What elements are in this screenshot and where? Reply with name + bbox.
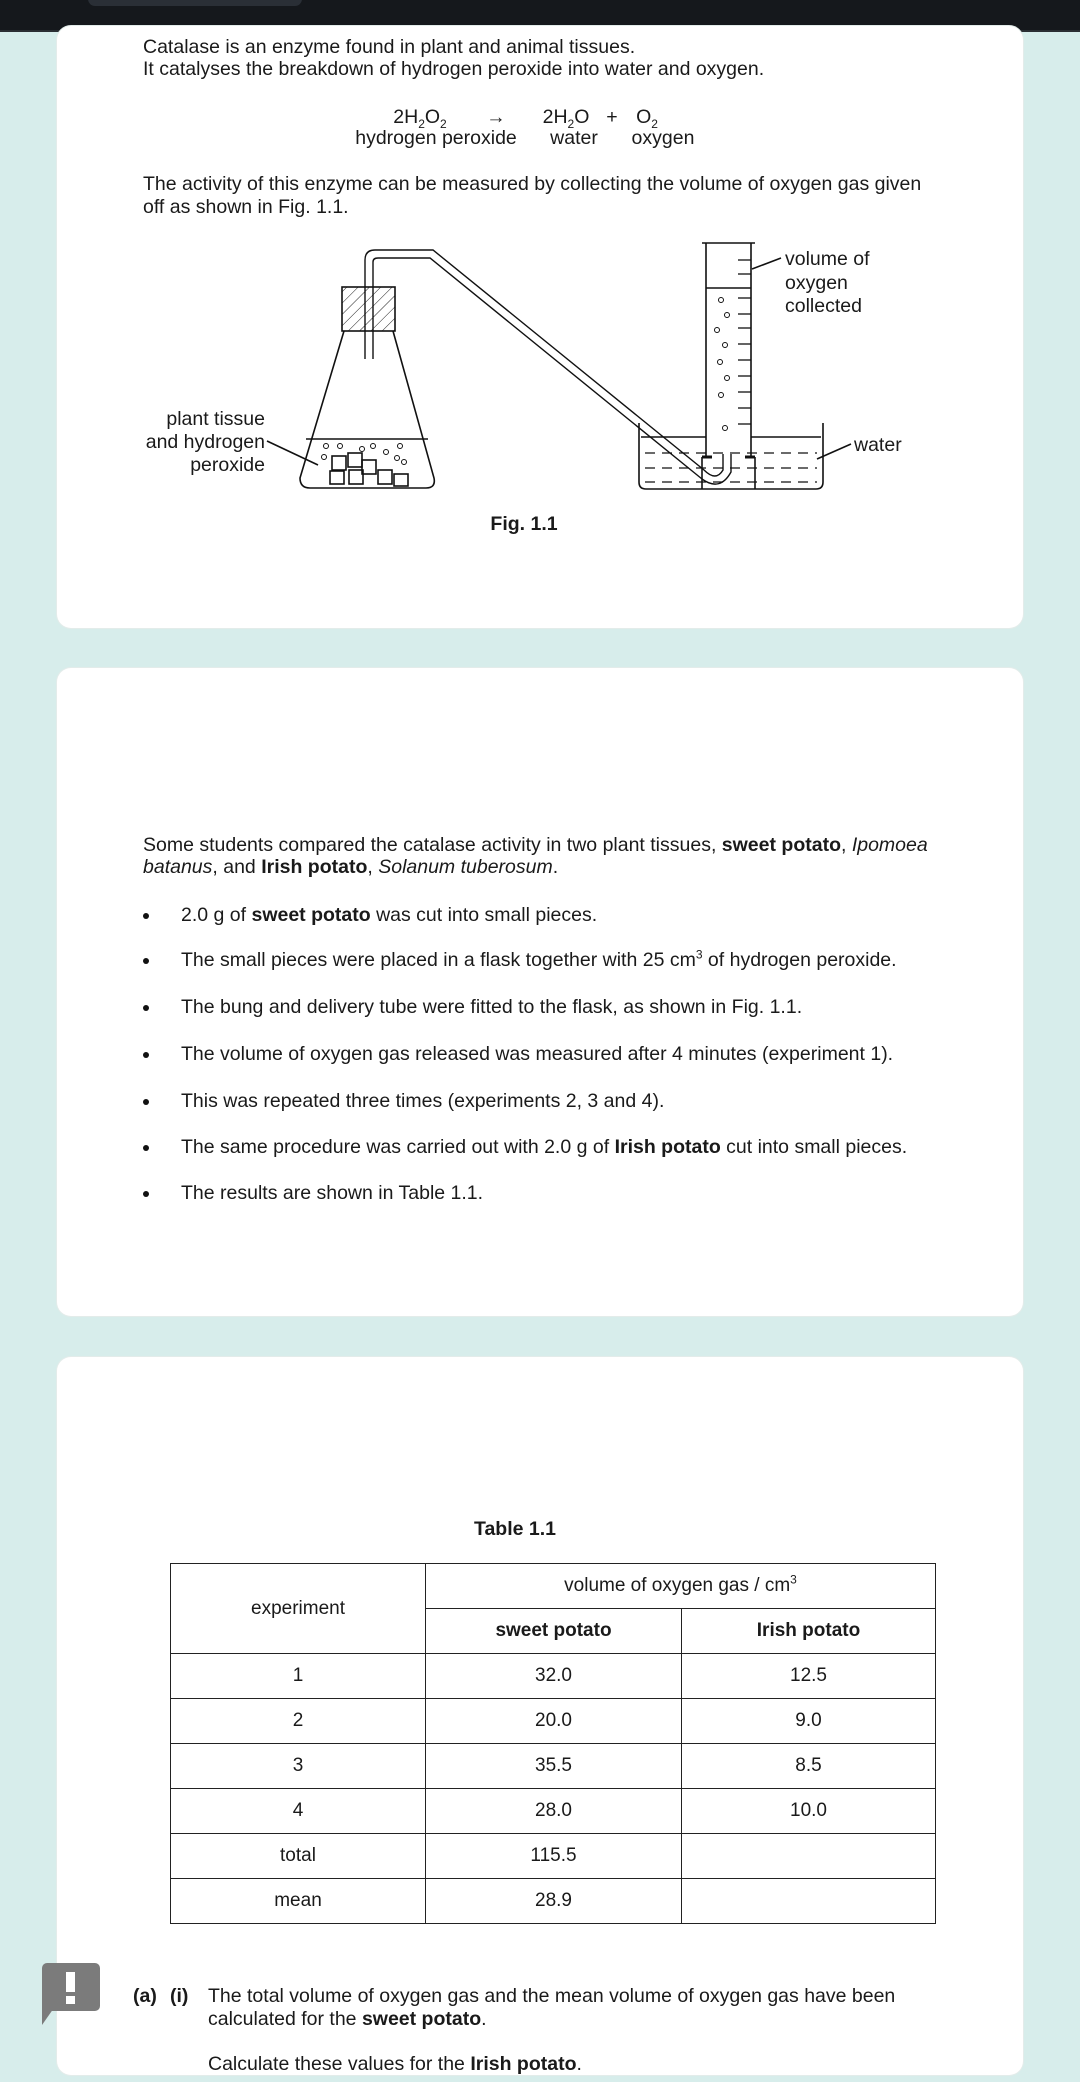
measuring-cylinder (702, 243, 755, 457)
bullet-icon (143, 1145, 149, 1151)
label-water: water (550, 127, 598, 149)
bullet-icon (143, 1005, 149, 1011)
label-and-hydrogen: and hydrogen (145, 431, 265, 453)
question-part: (a) (133, 1985, 157, 2007)
cell-irish (682, 1834, 936, 1879)
figure-caption: Fig. 1.1 (490, 513, 558, 535)
bullet-icon (143, 1191, 149, 1197)
text-segment: Ipomoea (851, 834, 928, 856)
text-segment: . (552, 856, 559, 878)
table-row (171, 1654, 936, 1699)
text-segment: cut into small pieces. (720, 1136, 908, 1158)
question-line-1: The total volume of oxygen gas and the mean volume of oxygen gas have been (208, 1985, 896, 2007)
label-oxygen: oxygen (631, 127, 695, 149)
conical-flask (300, 331, 434, 488)
cell-sweet: 35.5 (426, 1744, 682, 1789)
text-segment: batanus (143, 856, 213, 878)
equation-product-oxygen: $O_2$ (636, 106, 658, 131)
equation-product-water: $2H_2O$ (542, 106, 590, 131)
card-method (57, 668, 1023, 1316)
cell-sweet: 28.0 (426, 1789, 682, 1834)
bullet-icon (143, 1052, 149, 1058)
text-segment: The bung and delivery tube were fitted to the flask, as shown in Fig. 1.1. (181, 996, 803, 1018)
cell-sweet: 20.0 (426, 1699, 682, 1744)
cell-label: 1 (171, 1654, 426, 1699)
cell-irish: 8.5 (682, 1744, 936, 1789)
text-segment: Irish potato (614, 1136, 721, 1158)
text-segment: 3 (695, 947, 703, 962)
text-segment: of hydrogen peroxide. (702, 949, 897, 971)
flag-badge-tail (42, 2005, 56, 2025)
para2-line-1 (143, 834, 928, 857)
text-segment: The results are shown in Table 1.1. (181, 1182, 484, 1204)
list-item (181, 1043, 893, 1066)
text-segment: The same procedure was carried out with 2.0 g of (181, 1136, 615, 1158)
header-volume: volume of oxygen gas / $cm^3$ (426, 1564, 936, 1609)
text-segment: The small pieces were placed in a flask together with 25 cm (181, 949, 696, 971)
cell-label: 3 (171, 1744, 426, 1789)
table-row (171, 1879, 936, 1924)
label-plant-tissue: plant tissue (166, 408, 265, 430)
label-hydrogen-peroxide: hydrogen peroxide (355, 127, 517, 149)
table-row (171, 1834, 936, 1879)
text-segment: 2.0 g of (181, 904, 252, 926)
header-irish-potato: Irish potato (682, 1609, 936, 1654)
equation-arrow: → (486, 106, 506, 128)
text-segment: Some students compared the catalase activity in two plant tissues, (143, 834, 722, 856)
list-item (181, 1090, 664, 1113)
text-segment: sweet potato (251, 904, 371, 926)
cell-label: total (171, 1834, 426, 1879)
bullet-icon (143, 958, 149, 964)
question-subpart: (i) (170, 1985, 189, 2007)
table-row (171, 1744, 936, 1789)
intro-line-2: It catalyses the breakdown of hydrogen peroxide into water and oxygen. (143, 58, 765, 80)
para1-line-2: off as shown in Fig. 1.1. (143, 196, 349, 218)
cell-irish: 10.0 (682, 1789, 936, 1834)
plant-tissue-pieces (330, 453, 408, 486)
header-sweet-potato: sweet potato (426, 1609, 682, 1654)
cell-sweet: 28.9 (426, 1879, 682, 1924)
label-collected: collected (785, 295, 862, 317)
question-line-2: calculated for the sweet potato. (208, 2008, 487, 2030)
list-item (181, 1136, 907, 1159)
header-experiment: experiment (171, 1564, 426, 1654)
text-segment: Solanum tuberosum (378, 856, 553, 878)
equation-reactant: $2H_2O_2$ (393, 106, 447, 131)
table-row (171, 1789, 936, 1834)
list-item (181, 996, 802, 1019)
para1-line-1: The activity of this enzyme can be measured by collecting the volume of oxygen gas given (143, 173, 922, 195)
question-line-3: Calculate these values for the Irish potato. (208, 2053, 582, 2075)
delivery-tube-outer (365, 250, 723, 476)
text-segment: The volume of oxygen gas released was measured after 4 minutes (experiment 1). (181, 1043, 894, 1065)
para2-line-2 (143, 856, 558, 879)
cell-sweet: 32.0 (426, 1654, 682, 1699)
cell-label: mean (171, 1879, 426, 1924)
text-segment: , and (212, 856, 262, 878)
list-item (181, 904, 597, 927)
bullet-icon (143, 1099, 149, 1105)
intro-line-1: Catalase is an enzyme found in plant and animal tissues. (143, 36, 636, 58)
results-table (170, 1563, 936, 1924)
cell-label: 4 (171, 1789, 426, 1834)
bung (342, 287, 395, 331)
list-item (181, 949, 897, 972)
bullet-icon (143, 913, 149, 919)
text-segment: was cut into small pieces. (370, 904, 598, 926)
cell-irish (682, 1879, 936, 1924)
cell-label: 2 (171, 1699, 426, 1744)
equation-plus: + (606, 106, 618, 128)
exclamation-icon-dot (66, 1996, 75, 2004)
text-segment: Irish potato (261, 856, 368, 878)
text-segment: sweet potato (721, 834, 841, 856)
exclamation-icon (66, 1972, 75, 1992)
text-segment: This was repeated three times (experiments 2, 3 and 4). (181, 1090, 665, 1112)
apparatus-diagram (0, 0, 1080, 560)
cell-irish: 12.5 (682, 1654, 936, 1699)
text-segment: , (840, 834, 852, 856)
list-item (181, 1182, 483, 1205)
cell-sweet: 115.5 (426, 1834, 682, 1879)
label-water-fig: water (854, 434, 902, 456)
cell-irish: 9.0 (682, 1699, 936, 1744)
text-segment: , (367, 856, 379, 878)
label-oxygen-fig: oxygen (785, 272, 848, 294)
table-row (171, 1699, 936, 1744)
label-peroxide: peroxide (190, 454, 265, 476)
label-volume-of: volume of (785, 248, 870, 270)
table-title: Table 1.1 (473, 1518, 557, 1540)
